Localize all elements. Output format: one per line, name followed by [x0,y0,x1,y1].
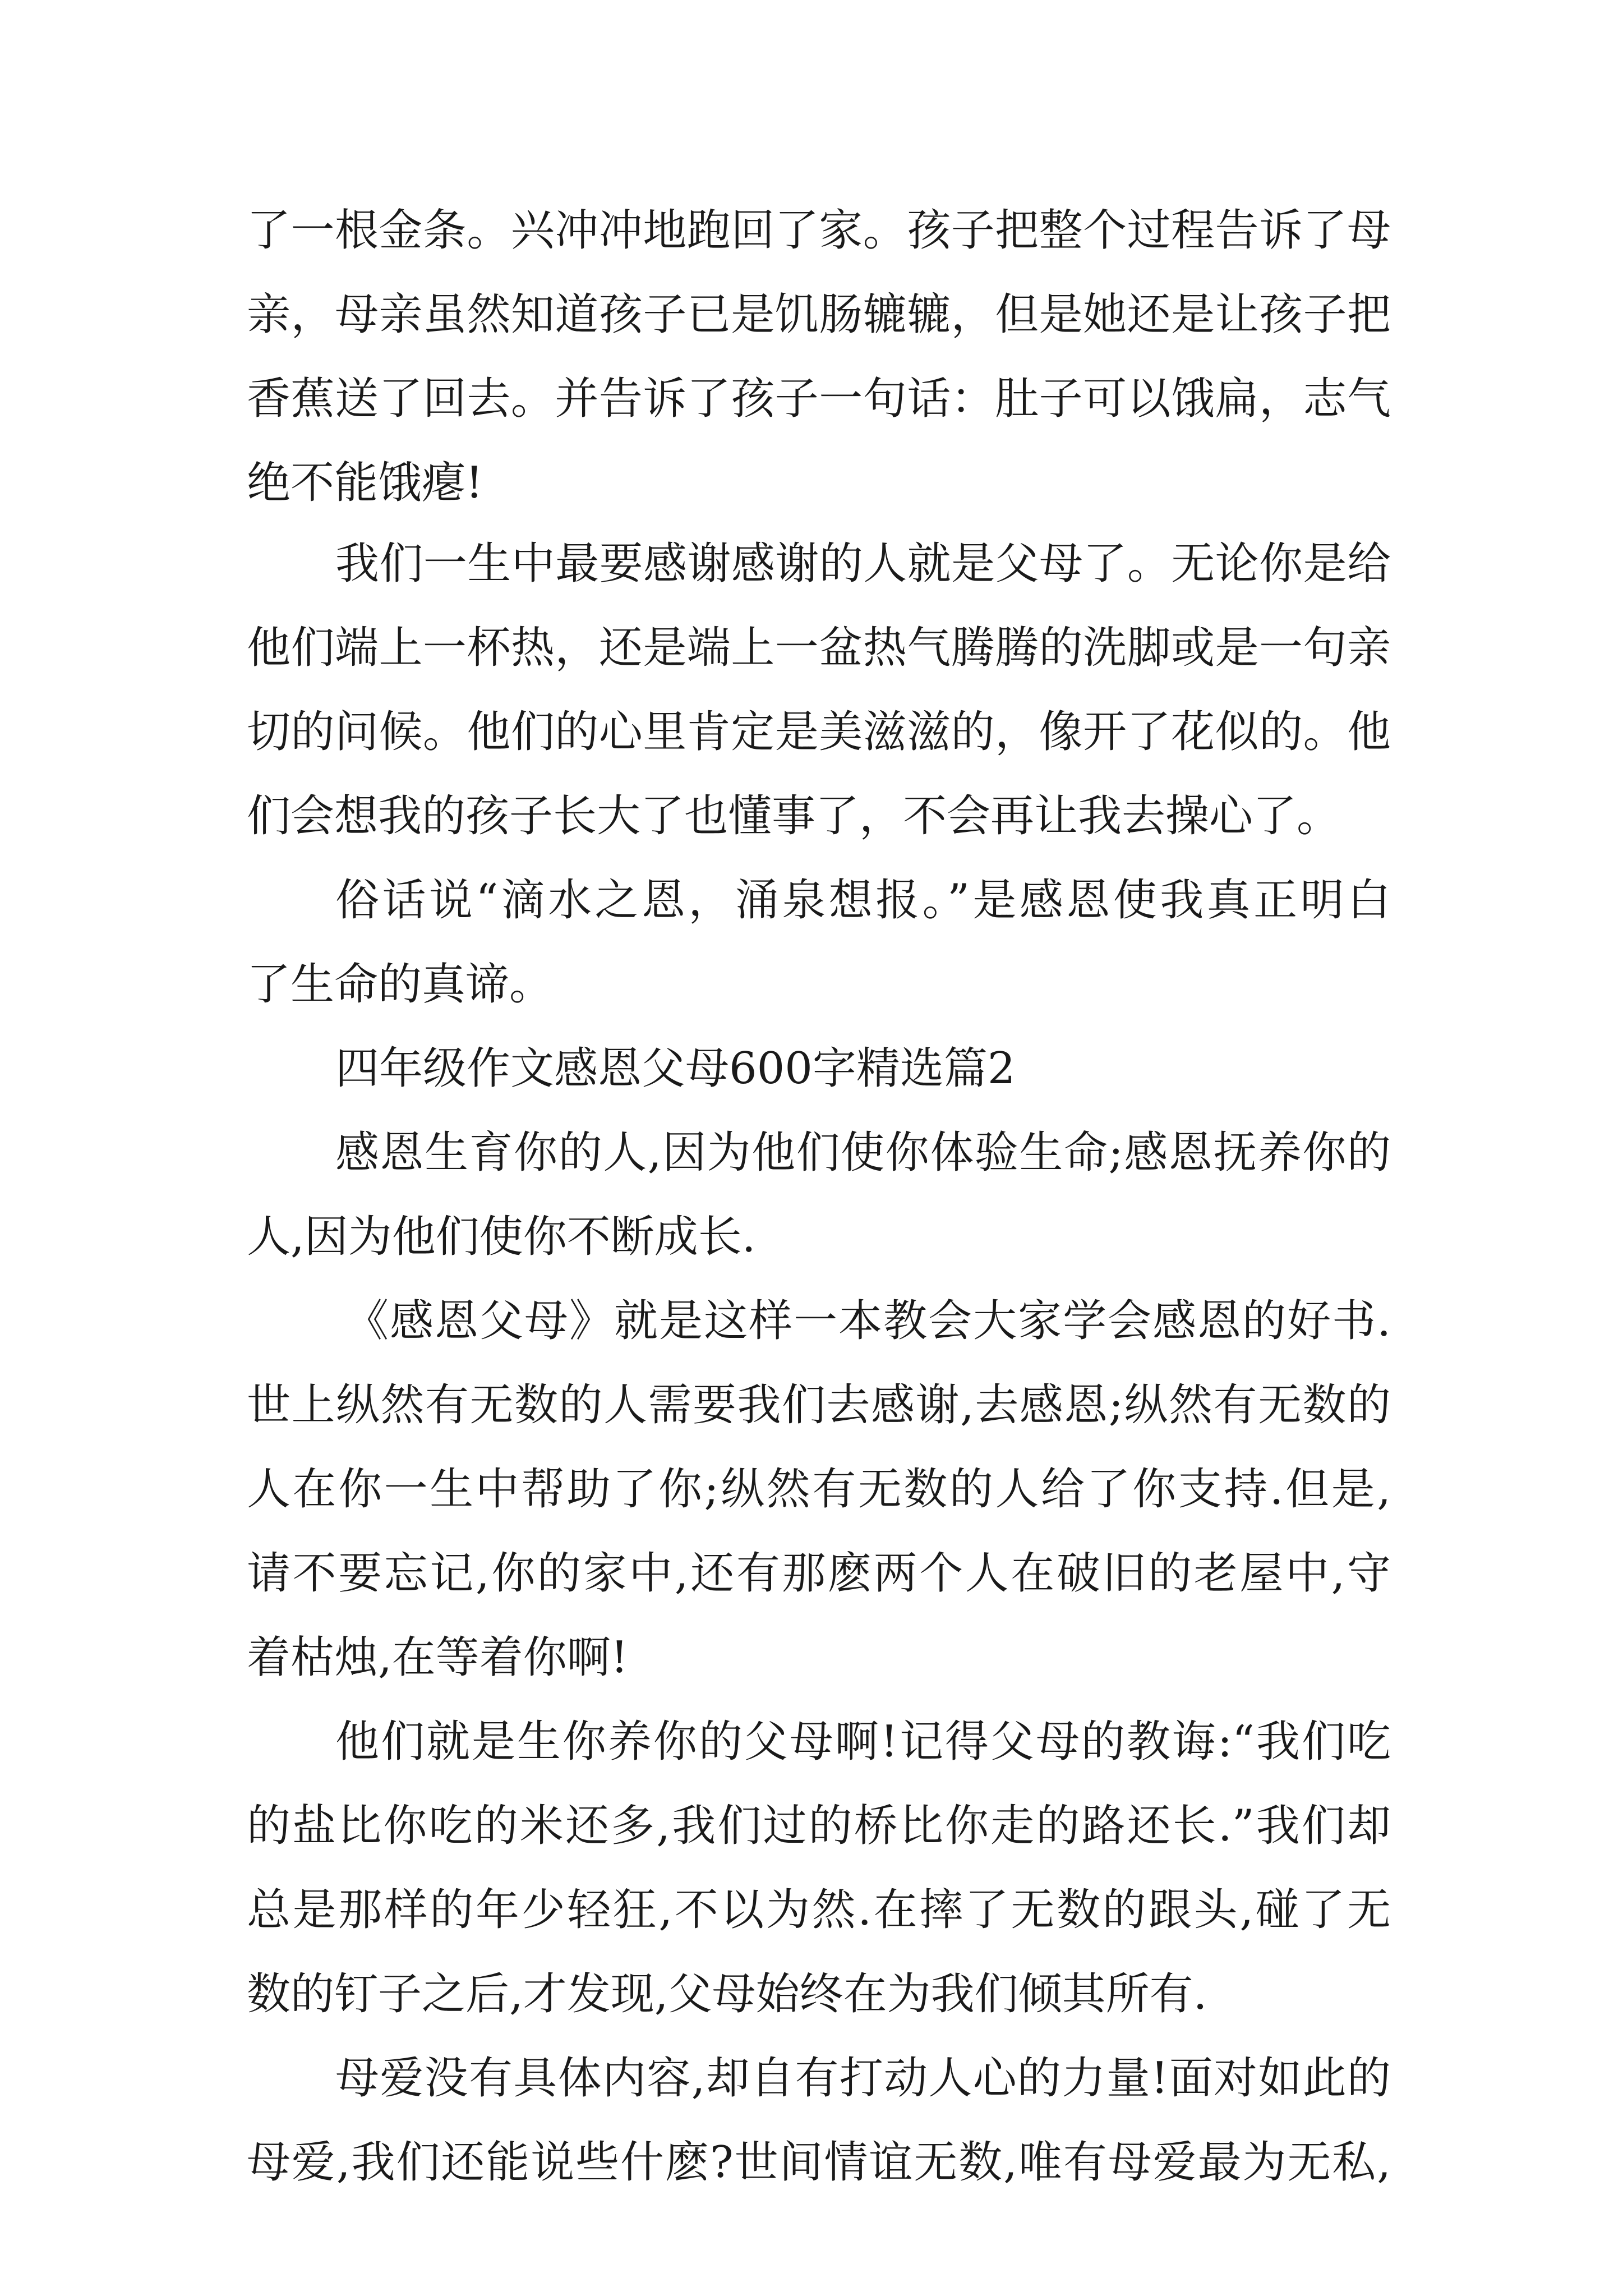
text-line: 切的问候。他们的心里肯定是美滋滋的，像开了花似的。他 [247,707,1391,757]
text-line: 们会想我的孩子长大了也懂事了，不会再让我去操心了。 [247,791,1341,841]
text-line: 了一根金条。兴冲冲地跑回了家。孩子把整个过程告诉了母 [247,205,1391,256]
paragraph-start-line: 俗话说“滴水之恩，涌泉想报。”是感恩使我真正明白 [335,875,1391,926]
text-line: 香蕉送了回去。并告诉了孩子一句话：肚子可以饿扁，志气 [247,374,1391,424]
paragraph-start-line: 他们就是生你养你的父母啊!记得父母的教诲:“我们吃 [335,1717,1391,1767]
text-line: 他们端上一杯热，还是端上一盆热气腾腾的洗脚或是一句亲 [247,623,1391,673]
text-line: 世上纵然有无数的人需要我们去感谢,去感恩;纵然有无数的 [247,1380,1391,1430]
text-line: 着枯烛,在等着你啊! [247,1632,629,1683]
text-line: 总是那样的年少轻狂,不以为然.在摔了无数的跟头,碰了无 [247,1885,1391,1935]
text-line: 请不要忘记,你的家中,还有那麽两个人在破旧的老屋中,守 [247,1548,1391,1599]
text-line: 数的钉子之后,才发现,父母始终在为我们倾其所有. [247,1969,1207,2019]
paragraph-start-line: 《感恩父母》就是这样一本教会大家学会感恩的好书. [345,1296,1391,1346]
paragraph-start-line: 我们一生中最要感谢感谢的人就是父母了。无论你是给 [335,539,1391,589]
paragraph-start-line: 母爱没有具体内容,却自有打动人心的力量!面对如此的 [335,2053,1391,2104]
text-line: 亲，母亲虽然知道孩子已是饥肠辘辘，但是她还是让孩子把 [247,289,1391,340]
text-line: 的盐比你吃的米还多,我们过的桥比你走的路还长.”我们却 [247,1801,1391,1851]
section-heading: 四年级作文感恩父母600字精选篇2 [335,1043,1016,1094]
paragraph-start-line: 感恩生育你的人,因为他们使你体验生命;感恩抚养你的 [335,1128,1391,1178]
text-line: 人在你一生中帮助了你;纵然有无数的人给了你支持.但是, [247,1464,1391,1515]
text-line: 人,因为他们使你不断成长. [247,1212,756,1262]
text-line: 绝不能饿瘪! [247,458,483,508]
text-line: 母爱,我们还能说些什麽?世间情谊无数,唯有母爱最为无私, [247,2137,1391,2188]
text-line: 了生命的真谛。 [247,959,554,1010]
